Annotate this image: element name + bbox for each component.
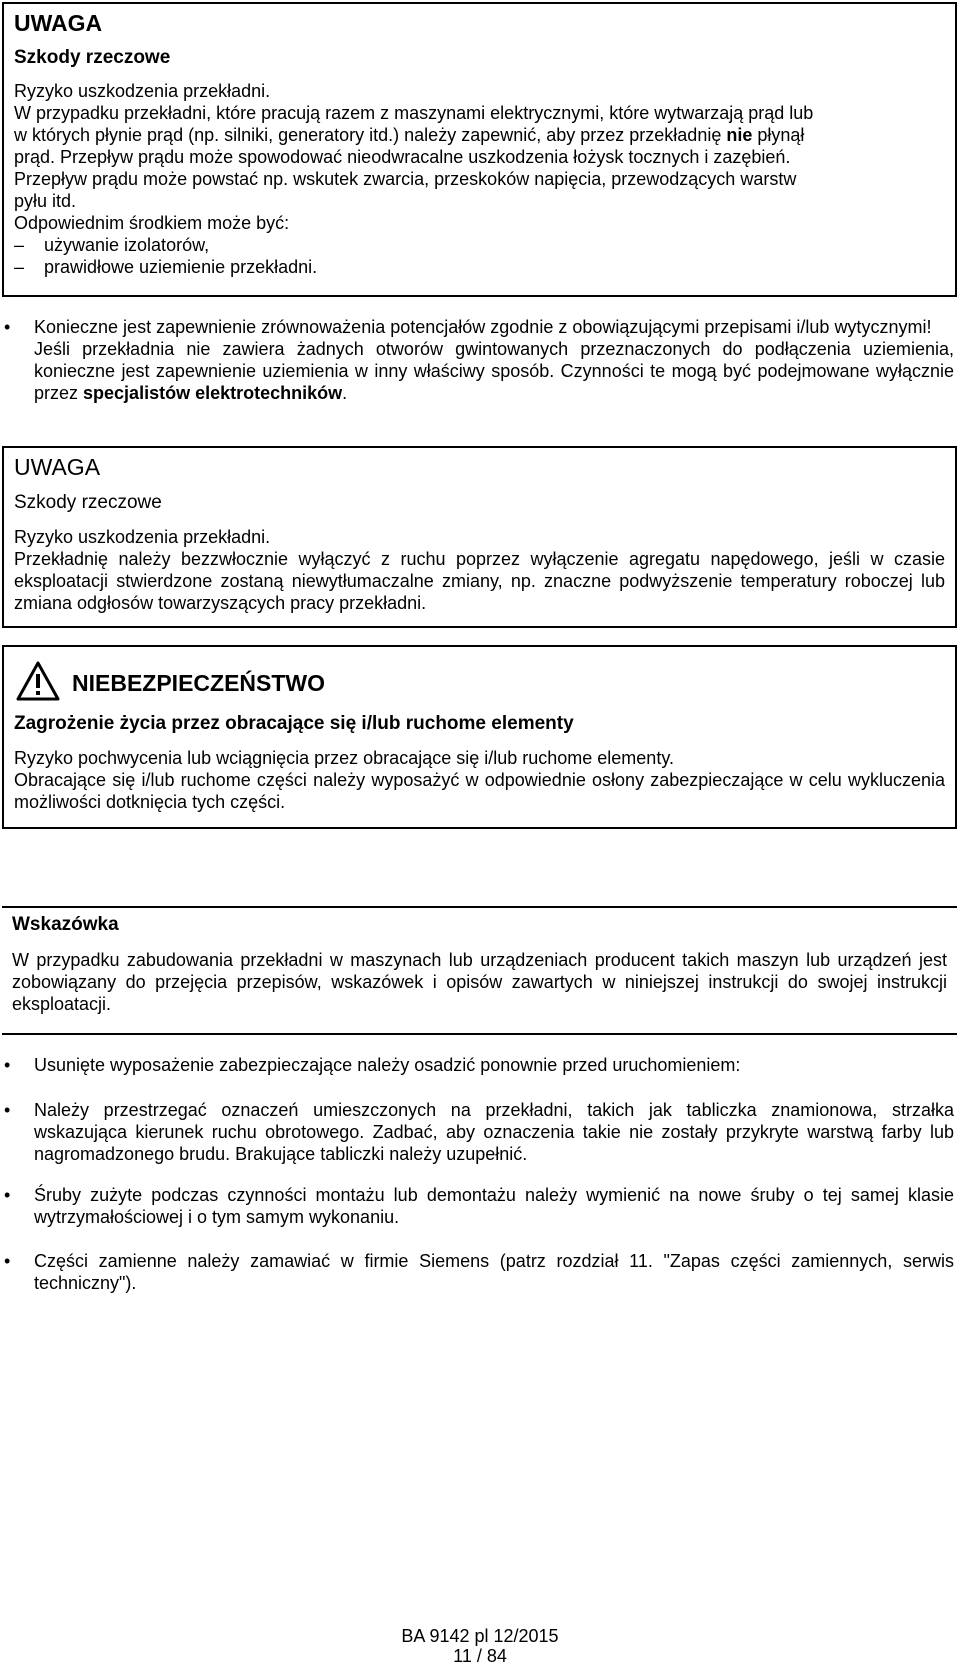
- text-paragraph: Przekładnię należy bezzwłocznie wyłączyć z ruchu poprzez wyłączenie agregatu napędowego, jeśli w czasie eksploatacji stwierdzone zostaną niewytłumaczalne zmiany, np. znaczne podwyższenie temperatury roboczej lub zmiana odgłosów towarzyszących pracy przekładni.: [14, 549, 945, 613]
- notice-title: NIEBEZPIECZEŃSTWO: [72, 670, 326, 696]
- list-item: [0, 1054, 960, 1076]
- risk-line: Ryzyko uszkodzenia przekładni.: [14, 527, 271, 547]
- text-line: w których płynie prąd (np. silniki, generatory itd.) należy zapewnić, aby przez przekładnię nie płynął: [14, 125, 805, 145]
- bullet-icon: •: [4, 1185, 11, 1205]
- text-paragraph: Obracające się i/lub ruchome części należy wyposażyć w odpowiednie osłony zabezpieczające w celu wykluczenia możliwości dotknięcia tych części.: [14, 770, 945, 812]
- danger-header: [14, 661, 945, 707]
- text-line: pyłu itd.: [14, 191, 77, 211]
- notice-title: UWAGA: [14, 10, 103, 36]
- bullet-icon: •: [4, 1100, 11, 1120]
- page-number: 11 / 84: [453, 1646, 507, 1666]
- text-line: W przypadku przekładni, które pracują razem z maszynami elektrycznymi, które wytwarzają prąd lub: [14, 103, 814, 123]
- bullet-icon: •: [4, 1251, 11, 1271]
- risk-line: Ryzyko uszkodzenia przekładni.: [14, 81, 271, 101]
- notice-box-caution-1: [2, 2, 957, 297]
- list-item: – używanie izolatorów,: [14, 235, 210, 255]
- emphasis: nie: [726, 125, 753, 145]
- warning-triangle-icon: [16, 661, 60, 701]
- notice-subtitle: Zagrożenie życia przez obracające się i/lub ruchome elementy: [14, 713, 574, 734]
- bullet-text: Śruby zużyte podczas czynności montażu lub demontażu należy wymienić na nowe śruby o tej samej klasie wytrzymałościowej i o tym samym wykonaniu.: [34, 1185, 954, 1227]
- list-item: [0, 1099, 960, 1165]
- bullet-text: Części zamienne należy zamawiać w firmie Siemens (patrz rozdział 11. "Zapas części zamiennych, serwis techniczny").: [34, 1251, 954, 1293]
- bullet-item-grounding: [0, 316, 960, 404]
- bullet-text: Jeśli przekładnia nie zawiera żadnych otworów gwintowanych przeznaczonych do podłączenia uziemienia, konieczne jest zapewnienie uziemienia w inny właściwy sposób. Czynności te mogą być podejmowane wyłącznie przez specjalistów elektrotechników.: [34, 339, 954, 403]
- bullet-text: Należy przestrzegać oznaczeń umieszczonych na przekładni, takich jak tabliczka znamionowa, strzałka wskazująca kierunek ruchu obrotowego. Zadbać, aby oznaczenia takie nie zostały przykryte warstwą farby lub nagromadzonego brudu. Brakujące tabliczki należy uzupełnić.: [34, 1100, 954, 1164]
- list-item: [0, 1184, 960, 1228]
- list-item: – prawidłowe uziemienie przekładni.: [14, 257, 318, 277]
- bullet-icon: •: [4, 1055, 11, 1075]
- notice-subtitle: Szkody rzeczowe: [14, 47, 171, 68]
- notice-box-caution-2: [2, 446, 957, 628]
- text-line: Odpowiednim środkiem może być:: [14, 213, 290, 233]
- note-title: Wskazówka: [12, 914, 119, 935]
- text-line: prąd. Przepływ prądu może spowodować nieodwracalne uszkodzenia łożysk tocznych i zazębień.: [14, 147, 791, 167]
- note-box: [2, 906, 957, 1035]
- bullet-text: Usunięte wyposażenie zabezpieczające należy osadzić ponownie przed uruchomieniem:: [34, 1055, 741, 1075]
- notice-title: UWAGA: [14, 454, 101, 480]
- footer-doc-id: BA 9142 pl 12/2015: [401, 1626, 559, 1646]
- bullet-icon: •: [4, 317, 11, 337]
- note-paragraph: W przypadku zabudowania przekładni w maszynach lub urządzeniach producent takich maszyn lub urządzeń jest zobowiązany do przejęcia przepisów, wskazówek i opisów zawartych w niniejszej instrukcji do swojej instrukcji eksploatacji.: [12, 950, 947, 1014]
- bullet-text: Konieczne jest zapewnienie zrównoważenia potencjałów zgodnie z obowiązującymi przepisami i/lub wytycznymi!: [34, 317, 932, 337]
- text-line: Przepływ prądu może powstać np. wskutek zwarcia, przeskoków napięcia, przewodzących warstw: [14, 169, 797, 189]
- risk-line: Ryzyko pochwycenia lub wciągnięcia przez obracające się i/lub ruchome elementy.: [14, 748, 674, 768]
- notice-subtitle: Szkody rzeczowe: [14, 492, 162, 513]
- list-item: [0, 1250, 960, 1294]
- emphasis: specjalistów elektrotechników: [83, 383, 343, 403]
- notice-box-danger: [2, 645, 957, 829]
